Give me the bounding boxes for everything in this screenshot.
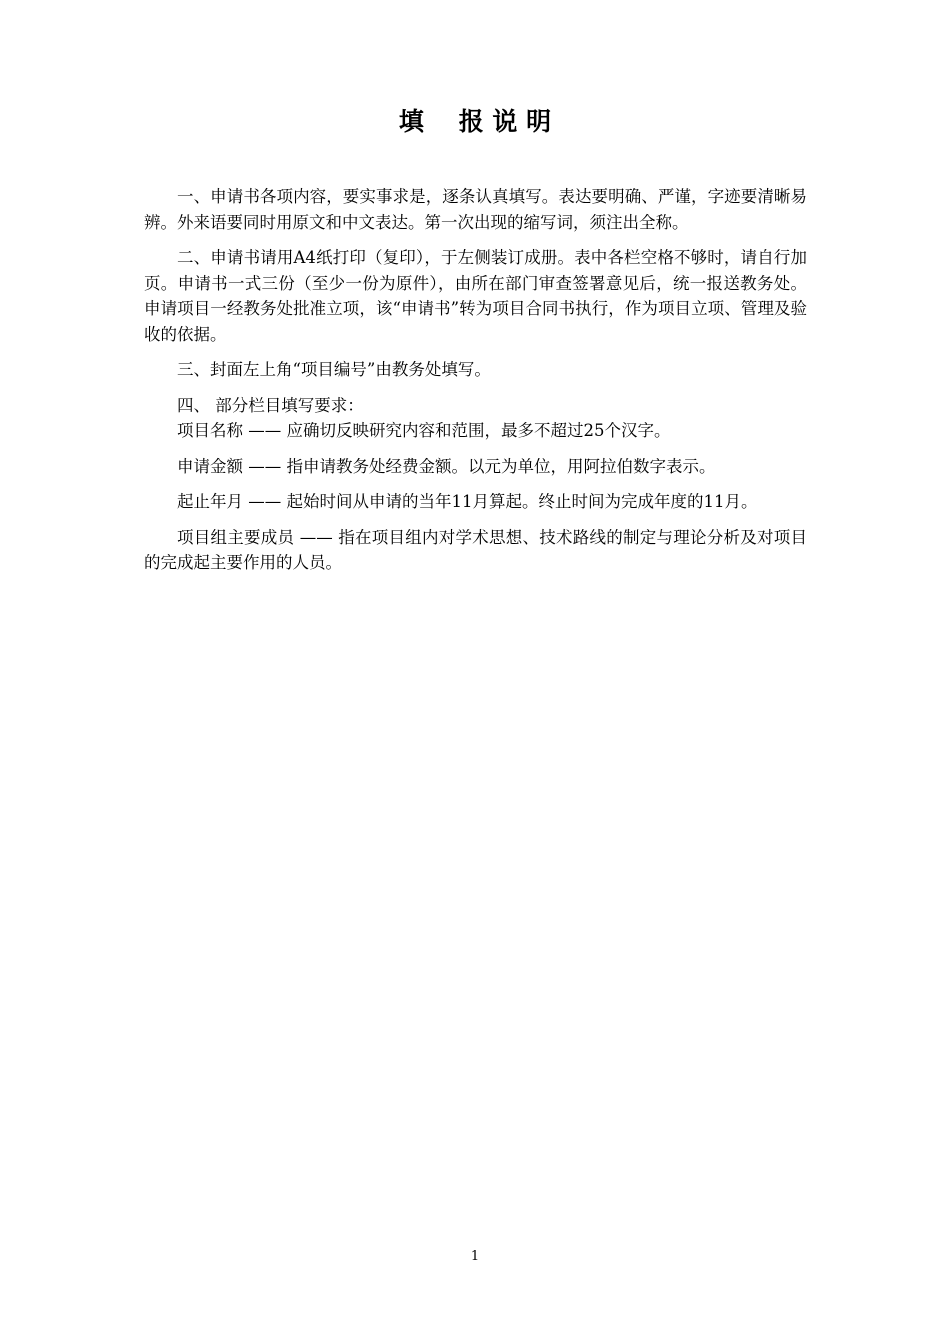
field-requirement-project-name: 项目名称 —— 应确切反映研究内容和范围，最多不超过25个汉字。 bbox=[177, 421, 671, 440]
field-requirement-members: 项目组主要成员 —— 指在项目组内对学术思想、技术路线的制定与理论分析及对项目的完成起主要作用的人员。 bbox=[144, 527, 807, 572]
instruction-paragraph-2: 二、申请书请用A4纸打印（复印），于左侧装订成册。表中各栏空格不够时，请自行加页。申请书一式三份（至少一份为原件），由所在部门审查签署意见后，统一报送教务处。申请项目一经教务处批准立项，该“申请书”转为项目合同书执行，作为项目立项、管理及验收的依据。 bbox=[144, 248, 807, 344]
field-requirement-amount: 申请金额 —— 指申请教务处经费金额。以元为单位，用阿拉伯数字表示。 bbox=[177, 456, 716, 476]
field-requirement-period: 起止年月 —— 起始时间从申请的当年11月算起。终止时间为完成年度的11月。 bbox=[177, 492, 758, 511]
instructions-body bbox=[144, 184, 807, 576]
instruction-paragraph-1: 一、申请书各项内容，要实事求是，逐条认真填写。表达要明确、严谨，字迹要清晰易辨。外来语要同时用原文和中文表达。第一次出现的缩写词，须注出全称。 bbox=[144, 187, 807, 232]
instruction-paragraph-3: 三、封面左上角“项目编号”由教务处填写。 bbox=[177, 360, 491, 379]
instruction-paragraph-4: 四、 部分栏目填写要求： bbox=[177, 395, 364, 415]
page-number: 1 bbox=[470, 1249, 480, 1264]
page-title: 填 报 说 明 bbox=[398, 107, 552, 136]
